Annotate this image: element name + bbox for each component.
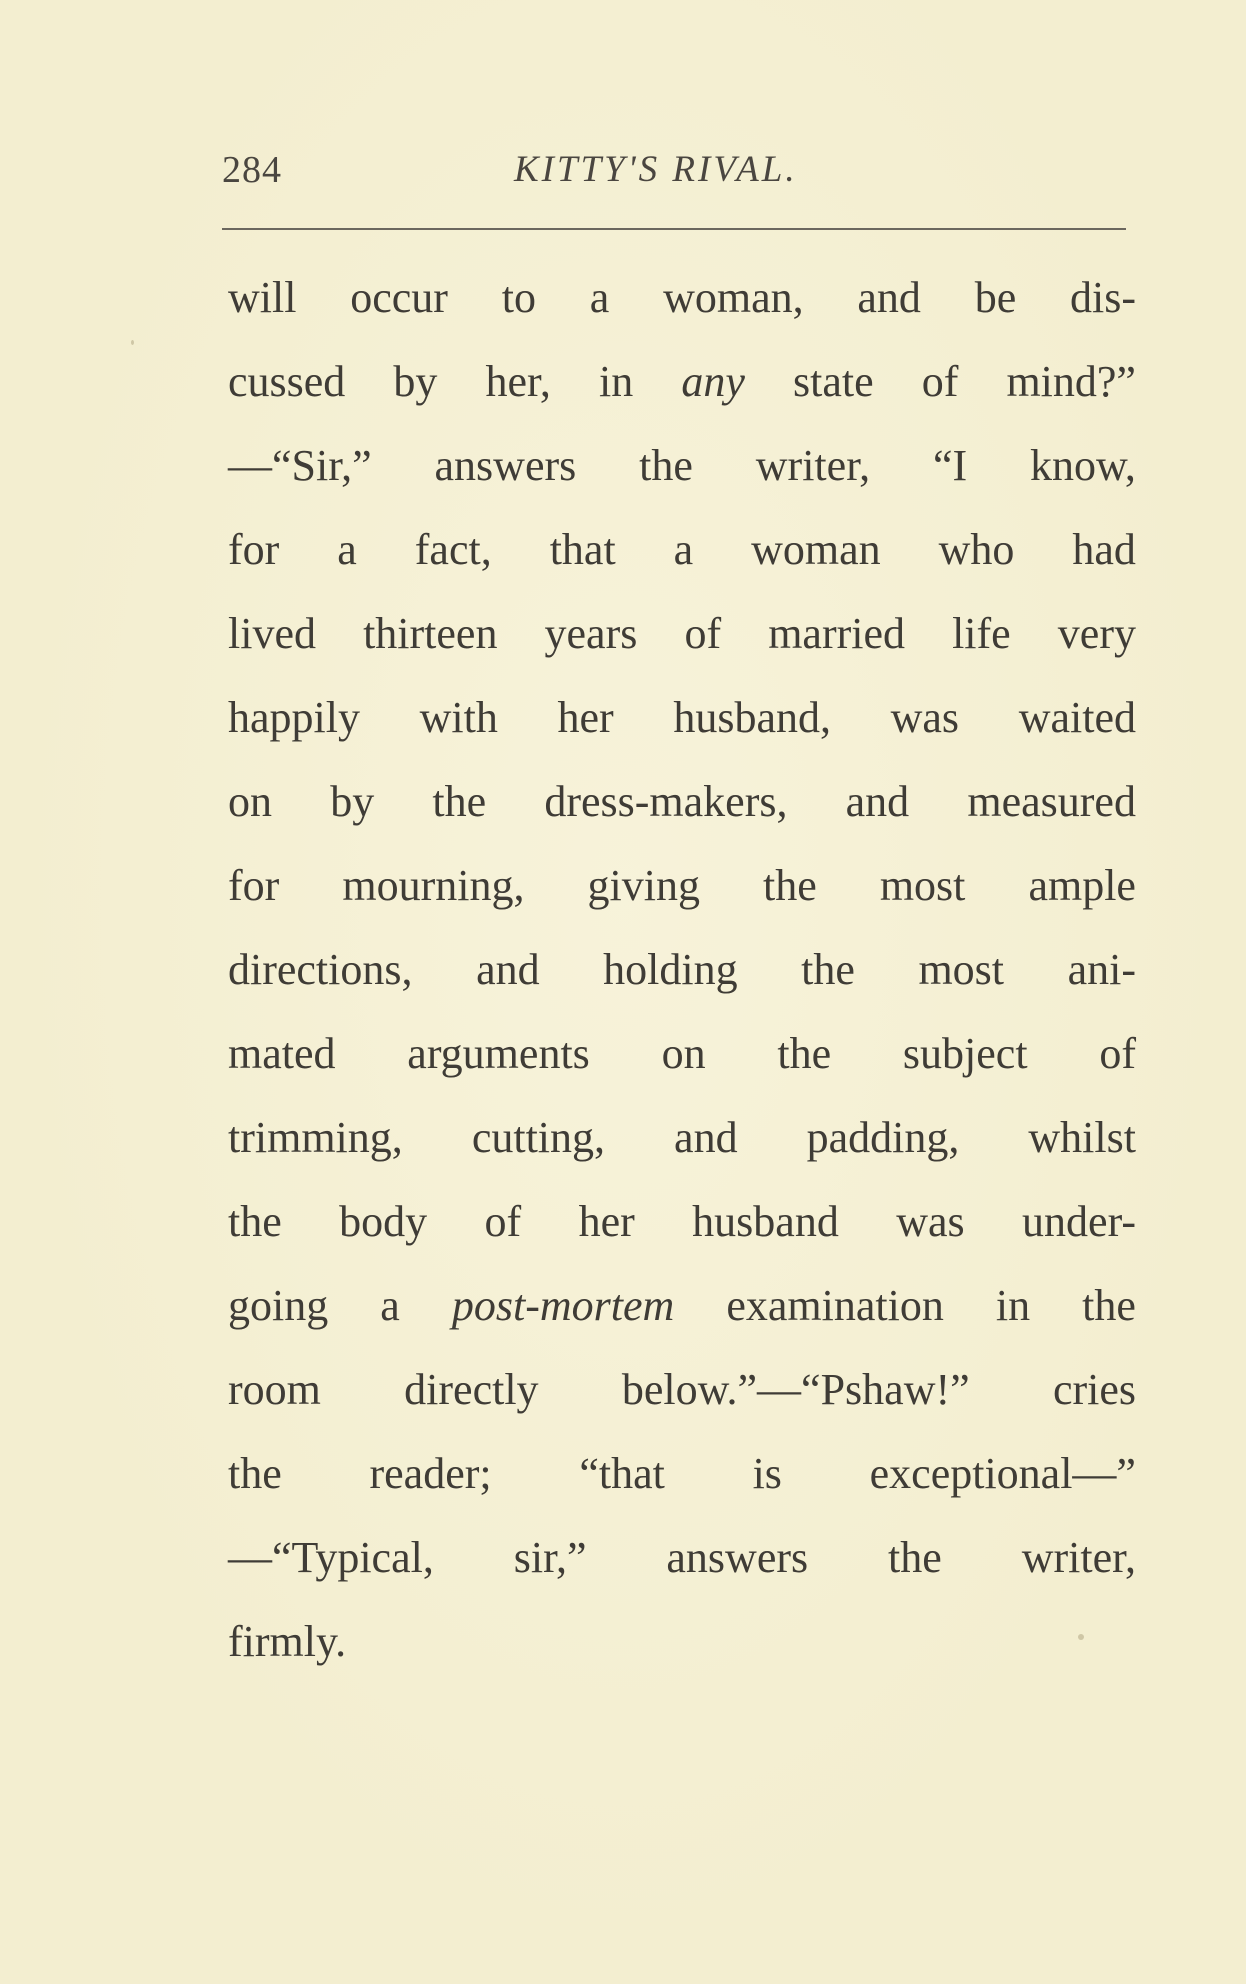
word: exceptional—” bbox=[869, 1449, 1136, 1498]
text-line bbox=[228, 934, 1136, 1018]
word: the bbox=[888, 1533, 942, 1582]
text-line bbox=[228, 766, 1136, 850]
text-line bbox=[228, 1186, 1136, 1270]
word: mourning, bbox=[342, 861, 525, 910]
word: was bbox=[890, 693, 960, 742]
word: very bbox=[1057, 609, 1136, 658]
word: in bbox=[599, 357, 634, 406]
word: most bbox=[918, 945, 1005, 994]
word: a bbox=[589, 273, 610, 322]
word: “I bbox=[932, 441, 968, 490]
italic-word: post-mortem bbox=[451, 1281, 675, 1330]
word: reader; bbox=[369, 1449, 492, 1498]
text-line bbox=[228, 262, 1136, 346]
word: and bbox=[674, 1113, 738, 1162]
word: the bbox=[639, 441, 693, 490]
word: writer, bbox=[755, 441, 871, 490]
word: arguments bbox=[407, 1029, 590, 1078]
word: of bbox=[684, 609, 722, 658]
word: answers bbox=[434, 441, 577, 490]
word: the bbox=[1082, 1281, 1136, 1330]
paper-speck bbox=[131, 340, 134, 345]
word: lived bbox=[228, 609, 316, 658]
word: woman bbox=[751, 525, 881, 574]
body-text bbox=[228, 262, 1136, 1690]
word: the bbox=[228, 1449, 282, 1498]
word: the bbox=[432, 777, 487, 826]
word: trimming, bbox=[228, 1113, 403, 1162]
word: thirteen bbox=[363, 609, 498, 658]
word: fact, bbox=[414, 525, 492, 574]
italic-word: any bbox=[681, 357, 745, 406]
word: below.”—“Pshaw!” bbox=[621, 1365, 970, 1414]
text-line bbox=[228, 1522, 1136, 1606]
word: answers bbox=[666, 1533, 809, 1582]
text-line bbox=[228, 1270, 1136, 1354]
word: for bbox=[228, 525, 280, 574]
word: will bbox=[228, 273, 297, 322]
word: body bbox=[339, 1197, 428, 1246]
word: cussed bbox=[228, 357, 346, 406]
word: cries bbox=[1052, 1365, 1136, 1414]
word: that bbox=[549, 525, 616, 574]
word: woman, bbox=[663, 273, 804, 322]
word: is bbox=[752, 1449, 782, 1498]
word: “that bbox=[579, 1449, 665, 1498]
word: of bbox=[484, 1197, 522, 1246]
text-line bbox=[228, 682, 1136, 766]
word: a bbox=[380, 1281, 400, 1330]
word: padding, bbox=[806, 1113, 960, 1162]
word: —“Typical, bbox=[228, 1533, 434, 1582]
word: and bbox=[476, 945, 540, 994]
text-line bbox=[228, 514, 1136, 598]
text-line bbox=[228, 1018, 1136, 1102]
text-line bbox=[228, 1102, 1136, 1186]
word: giving bbox=[587, 861, 700, 910]
running-title: KITTY'S RIVAL. bbox=[514, 149, 798, 190]
word: mated bbox=[228, 1029, 336, 1078]
word: be bbox=[974, 273, 1017, 322]
word: a bbox=[673, 525, 694, 574]
word: her bbox=[578, 1197, 635, 1246]
word: and bbox=[845, 777, 910, 826]
word: happily bbox=[228, 693, 360, 742]
word: husband bbox=[692, 1197, 839, 1246]
word: by bbox=[330, 777, 375, 826]
word: had bbox=[1072, 525, 1136, 574]
word: a bbox=[337, 525, 357, 574]
word: married bbox=[768, 609, 905, 658]
word: dis- bbox=[1070, 273, 1136, 322]
word: husband, bbox=[673, 693, 831, 742]
word: the bbox=[763, 861, 817, 910]
word: her, bbox=[485, 357, 551, 406]
word: on bbox=[661, 1029, 706, 1078]
word: most bbox=[879, 861, 966, 910]
word: examination bbox=[726, 1281, 944, 1330]
word: was bbox=[896, 1197, 965, 1246]
word: ani- bbox=[1067, 945, 1136, 994]
word: directly bbox=[404, 1365, 539, 1414]
word: in bbox=[995, 1281, 1031, 1330]
word: by bbox=[393, 357, 438, 406]
word: under- bbox=[1022, 1197, 1136, 1246]
word: directions, bbox=[228, 945, 413, 994]
word: on bbox=[228, 777, 272, 826]
word: state bbox=[792, 357, 874, 406]
word: —“Sir,” bbox=[228, 441, 372, 490]
text-line bbox=[228, 1438, 1136, 1522]
word: waited bbox=[1018, 693, 1136, 742]
running-head bbox=[222, 148, 1134, 198]
word: whilst bbox=[1028, 1113, 1136, 1162]
word: occur bbox=[350, 273, 448, 322]
word: writer, bbox=[1021, 1533, 1136, 1582]
word: who bbox=[938, 525, 1015, 574]
header-rule bbox=[222, 228, 1126, 230]
word: subject bbox=[902, 1029, 1028, 1078]
word: cutting, bbox=[471, 1113, 606, 1162]
word: years bbox=[544, 609, 638, 658]
word: holding bbox=[603, 945, 738, 994]
word: going bbox=[228, 1281, 329, 1330]
word: for bbox=[228, 861, 280, 910]
text-line bbox=[228, 1354, 1136, 1438]
word: with bbox=[419, 693, 498, 742]
word: room bbox=[228, 1365, 321, 1414]
page-number: 284 bbox=[222, 149, 282, 191]
word: mind?” bbox=[1006, 357, 1136, 406]
text-line bbox=[228, 1606, 1136, 1690]
text-line bbox=[228, 430, 1136, 514]
word: firmly. bbox=[228, 1617, 347, 1666]
word: ample bbox=[1028, 861, 1136, 910]
text-line bbox=[228, 346, 1136, 430]
word: of bbox=[921, 357, 959, 406]
word: life bbox=[952, 609, 1011, 658]
word: know, bbox=[1030, 441, 1136, 490]
word: measured bbox=[967, 777, 1136, 826]
word: the bbox=[777, 1029, 832, 1078]
text-line bbox=[228, 598, 1136, 682]
word: sir,” bbox=[513, 1533, 587, 1582]
word: the bbox=[228, 1197, 282, 1246]
word: dress-makers, bbox=[544, 777, 788, 826]
word: the bbox=[801, 945, 855, 994]
word: to bbox=[501, 273, 536, 322]
word: of bbox=[1099, 1029, 1136, 1078]
text-line bbox=[228, 850, 1136, 934]
word: her bbox=[557, 693, 614, 742]
word: and bbox=[857, 273, 921, 322]
